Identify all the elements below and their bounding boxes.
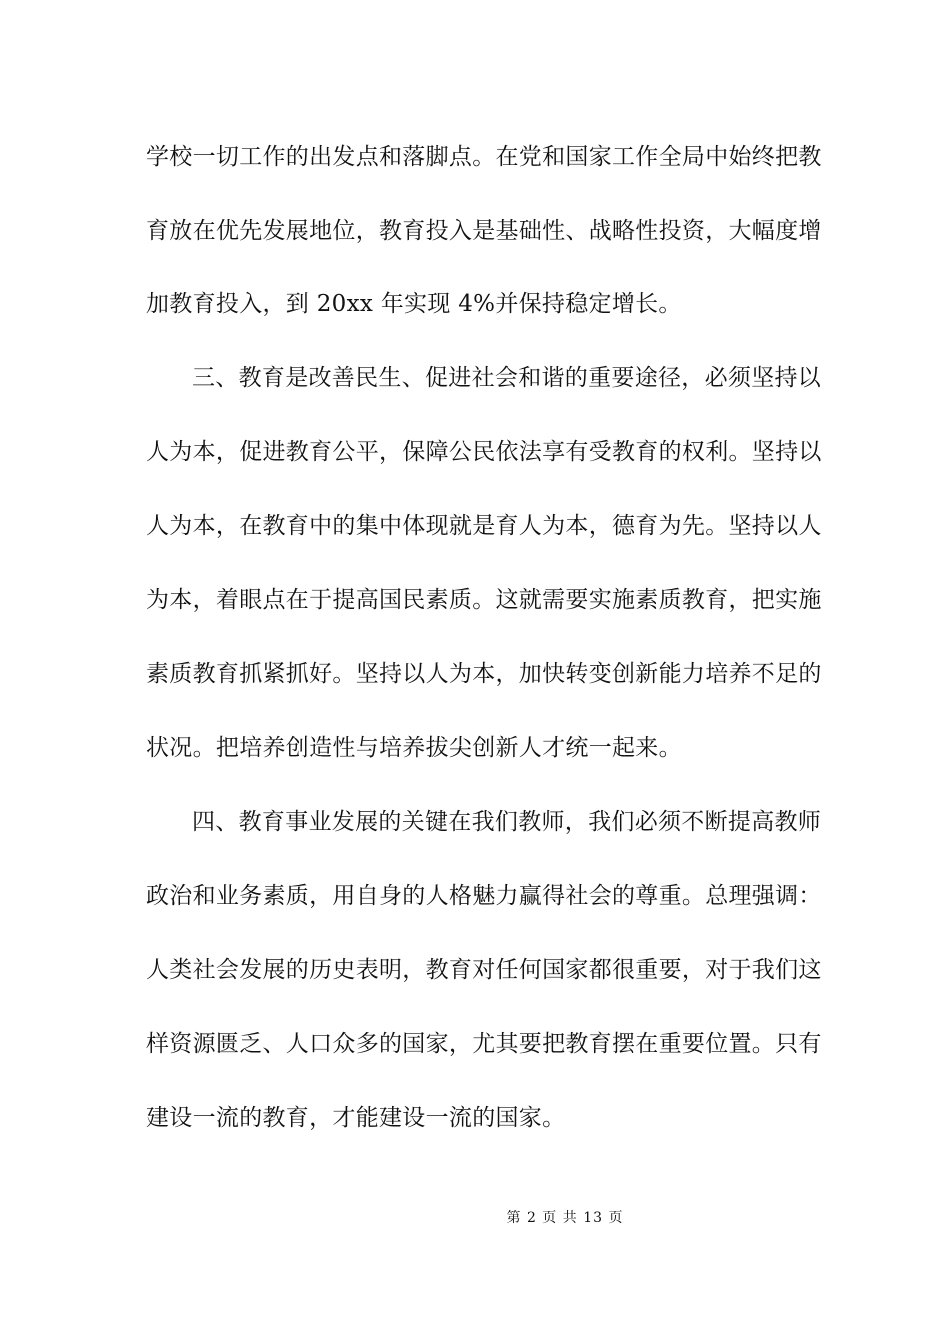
text-line-12: 人类社会发展的历史表明，教育对任何国家都很重要，对于我们这 [146,957,822,983]
text-line-8: 素质教育抓紧抓好。坚持以人为本，加快转变创新能力培养不足的 [146,661,822,687]
text-line-2: 育放在优先发展地位，教育投入是基础性、战略性投资，大幅度增 [146,218,822,244]
paragraph-four-start: 四、教育事业发展的关键在我们教师，我们必须不断提高教师 [192,809,822,835]
text-line-1: 学校一切工作的出发点和落脚点。在党和国家工作全局中始终把教 [146,144,822,170]
text-line-13: 样资源匮乏、人口众多的国家，尤其要把教育摆在重要位置。只有 [146,1031,822,1057]
paragraph-three-start: 三、教育是改善民生、促进社会和谐的重要途径，必须坚持以 [192,365,822,391]
text-line-3: 加教育投入，到 20xx 年实现 4%并保持稳定增长。 [146,291,682,317]
text-line-9: 状况。把培养创造性与培养拔尖创新人才统一起来。 [146,735,682,761]
text-line-6: 人为本，在教育中的集中体现就是育人为本，德育为先。坚持以人 [146,513,822,539]
text-line-5: 人为本，促进教育公平，保障公民依法享有受教育的权利。坚持以 [146,439,822,465]
text-line-11: 政治和业务素质，用自身的人格魅力赢得社会的尊重。总理强调： [146,883,822,909]
text-line-14: 建设一流的教育，才能建设一流的国家。 [146,1105,566,1131]
text-line-7: 为本，着眼点在于提高国民素质。这就需要实施素质教育，把实施 [146,587,822,613]
page-number-footer: 第 2 页 共 13 页 [506,1210,624,1226]
